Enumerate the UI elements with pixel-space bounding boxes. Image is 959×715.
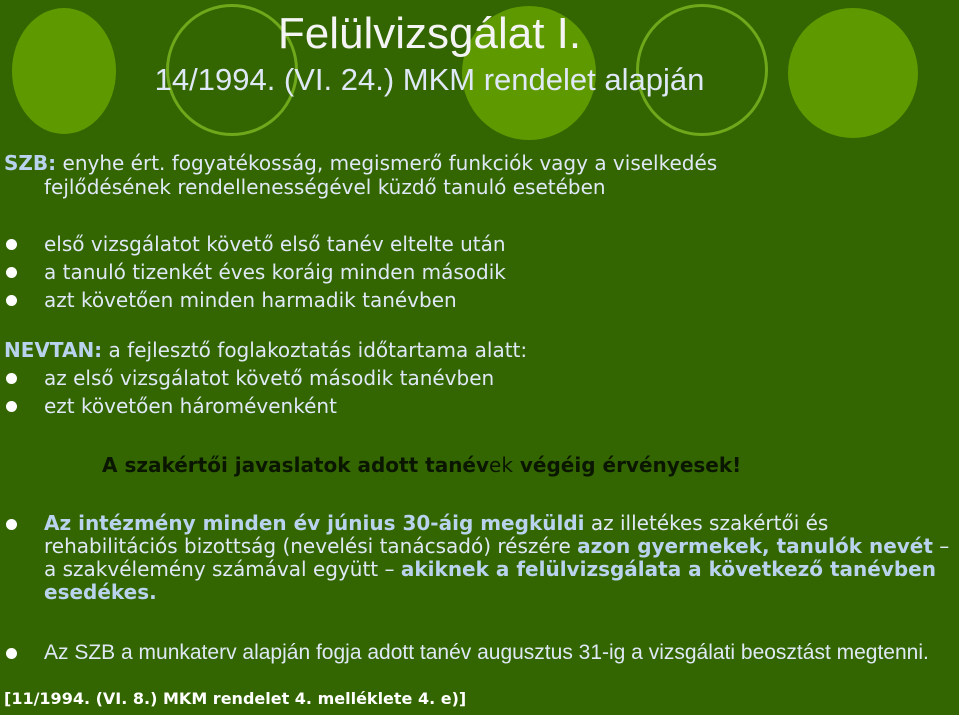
slide-subtitle: 14/1994. (VI. 24.) MKM rendelet alapján — [154, 62, 705, 97]
szb-line-2: fejlődésének rendellenességével küzdő tanuló esetében — [44, 175, 606, 199]
para1-bold-2: azon gyermekek, tanulók nevét — [577, 534, 933, 558]
deadline-paragraph — [44, 512, 959, 604]
nevtan-line — [4, 338, 527, 362]
bullet-icon — [6, 295, 17, 306]
bullet-icon — [6, 648, 17, 659]
szb-line-1 — [4, 151, 717, 175]
nevtan-label: NEVTAN: — [4, 338, 103, 362]
validity-callout — [102, 452, 741, 478]
szb-item-2: a tanuló tizenkét éves koráig minden második — [44, 260, 506, 284]
nevtan-item-1: az első vizsgálatot követő második tanévben — [44, 366, 495, 390]
bullet-icon — [6, 267, 17, 278]
schedule-paragraph: Az SZB a munkaterv alapján fogja adott tanév augusztus 31-ig a vizsgálati beosztást megtenni. — [44, 641, 929, 664]
nevtan-item-2: ezt követően háromévenként — [44, 394, 337, 418]
bullet-icon — [6, 401, 17, 412]
szb-item-3: azt követően minden harmadik tanévben — [44, 288, 457, 312]
nevtan-text: a fejlesztő foglakoztatás időtartama alatt: — [108, 338, 528, 362]
bullet-icon — [6, 239, 17, 250]
szb-item-1: első vizsgálatot követő első tanév eltelte után — [44, 232, 506, 256]
bullet-icon — [6, 373, 17, 384]
legal-reference: [11/1994. (VI. 8.) MKM rendelet 4. melléklete 4. e)] — [4, 689, 467, 708]
szb-label: SZB: — [4, 151, 57, 175]
callout-part-2: ek — [489, 453, 513, 477]
para1-text-1: az illetékes szakértői és rehabilitációs bizottság (nevelési tanácsadó) részére — [44, 511, 829, 558]
para1-text-2: – a szakvélemény számával együtt – — [44, 534, 950, 581]
slide-title: Felülvizsgálat I. — [277, 9, 582, 58]
para1-bold-1: Az intézmény minden év június 30-áig megküldi — [44, 511, 585, 535]
callout-part-3: végéig érvényesek! — [519, 453, 742, 477]
bullet-icon — [6, 519, 17, 530]
para1-bold-3: akiknek a felülvizsgálata a következő tanévben esedékes. — [44, 557, 936, 604]
szb-text-1: enyhe ért. fogyatékosság, megismerő funkciók vagy a viselkedés — [62, 151, 718, 175]
callout-part-1: A szakértői javaslatok adott tanév — [102, 453, 490, 477]
